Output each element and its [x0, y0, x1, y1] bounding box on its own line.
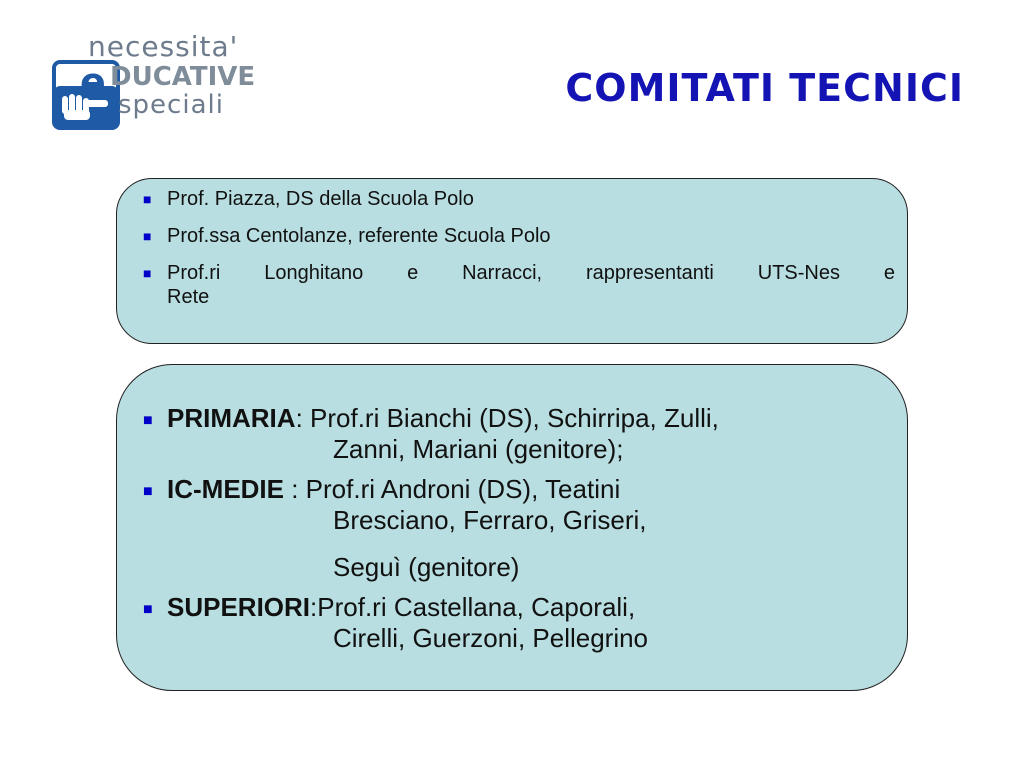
- separator: :: [284, 474, 299, 504]
- square-bullet-icon: ■: [143, 601, 153, 618]
- committees-box: [116, 364, 908, 691]
- members-text-continued: Bresciano, Ferraro, Griseri,: [333, 505, 647, 535]
- logo-text-e: e: [80, 60, 106, 104]
- logo-text-speciali: speciali: [118, 90, 224, 120]
- members-text: Prof.ri Bianchi (DS), Schirripa, Zulli,: [302, 403, 719, 433]
- list-item-superiori: [129, 592, 895, 654]
- separator: :: [310, 592, 318, 622]
- separator: :: [295, 403, 303, 433]
- section-label: PRIMARIA: [167, 403, 296, 433]
- members-text-continued: Seguì (genitore): [333, 552, 520, 582]
- list-item-medie: [129, 474, 895, 583]
- members-text: Prof.ri Castellana, Caporali,: [317, 592, 636, 622]
- square-bullet-icon: ■: [143, 483, 153, 500]
- members-list: [129, 187, 895, 309]
- list-item-text: Prof.ri Longhitano e Narracci, rappresentanti UTS-Nes e: [167, 262, 895, 284]
- square-bullet-icon: ■: [143, 191, 152, 207]
- list-item-primaria: [129, 403, 895, 465]
- members-text: Prof.ri Androni (DS), Teatini: [298, 474, 621, 504]
- square-bullet-icon: ■: [143, 412, 153, 429]
- section-label: SUPERIORI: [167, 592, 311, 622]
- list-item-text-continued: Rete: [167, 286, 210, 308]
- section-label: IC-MEDIE: [167, 474, 284, 504]
- members-box: [116, 178, 908, 344]
- logo-text-necessita: necessita': [88, 30, 239, 63]
- members-text-continued: Cirelli, Guerzoni, Pellegrino: [333, 623, 649, 653]
- list-item-text: Prof. Piazza, DS della Scuola Polo: [167, 188, 474, 210]
- list-item: [129, 224, 895, 248]
- list-item-text: Prof.ssa Centolanze, referente Scuola Polo: [167, 225, 551, 247]
- list-item: [129, 187, 895, 211]
- square-bullet-icon: ■: [143, 265, 152, 281]
- logo: [52, 30, 292, 135]
- members-text-continued: Zanni, Mariani (genitore);: [333, 434, 624, 464]
- logo-text-educative: DUCATIVE: [110, 62, 256, 92]
- square-bullet-icon: ■: [143, 228, 152, 244]
- committees-list: [129, 403, 895, 654]
- list-item: [129, 261, 895, 309]
- page-title: COMITATI TECNICI: [565, 66, 964, 110]
